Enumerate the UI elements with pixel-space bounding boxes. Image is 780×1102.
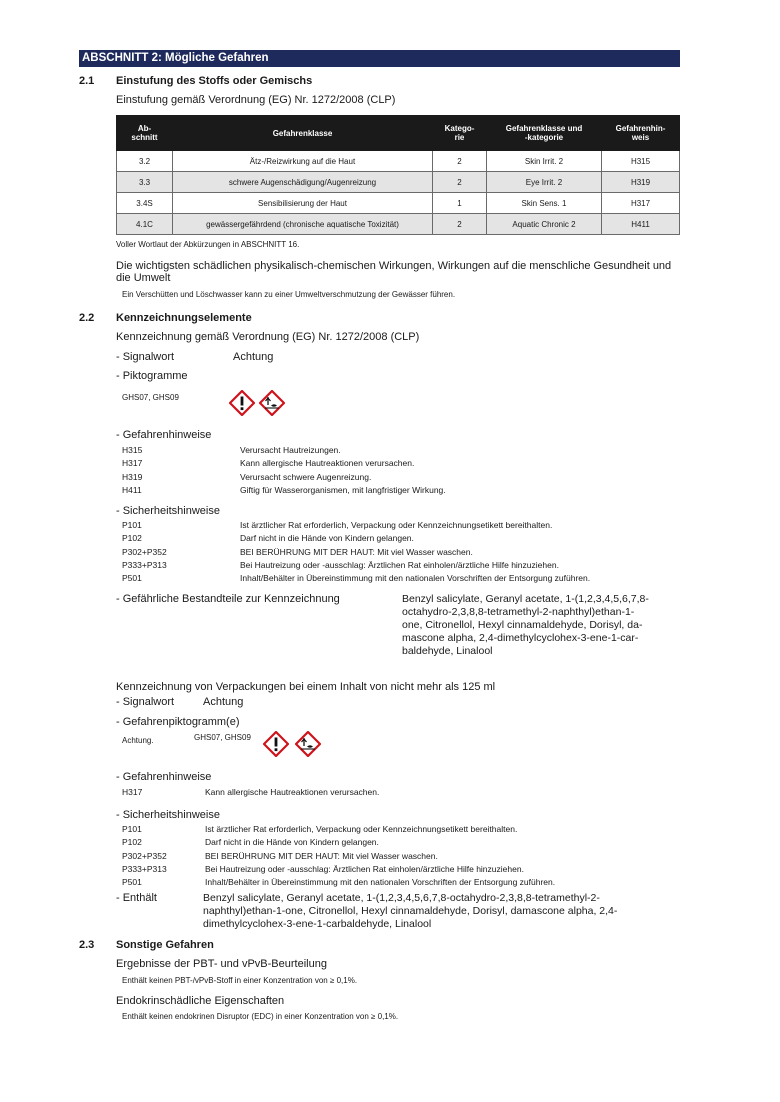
hazard-statements-list <box>122 444 682 498</box>
section-2-1-subtitle: Einstufung gemäß Verordnung (EG) Nr. 1272/2008 (CLP) <box>116 94 396 106</box>
table-cell: 2 <box>433 151 487 172</box>
section-2-1-title: Einstufung des Stoffs oder Gemischs <box>116 75 313 87</box>
statement-code: H317 <box>122 458 143 469</box>
table-cell: H315 <box>602 151 680 172</box>
section-2-3-title: Sonstige Gefahren <box>116 939 214 951</box>
table-footnote: Voller Wortlaut der Abkürzungen in ABSCHNITT 16. <box>116 240 300 249</box>
statement-code: H315 <box>122 445 143 455</box>
statement-code: P101 <box>122 824 142 834</box>
text-line: dimethylcyclohex-3-ene-1-carbaldehyde, Linalool <box>203 918 432 930</box>
table-cell: 3.2 <box>117 151 173 172</box>
statement-code: P333+P313 <box>122 559 167 570</box>
endocrine-heading: Endokrinschädliche Eigenschaften <box>116 995 285 1007</box>
text-line: Benzyl salicylate, Geranyl acetate, 1-(1,2,3,4,5,6,7,8-octahydro-2,3,8,8-tetramethyl-2- <box>203 892 600 904</box>
table-row <box>117 151 680 172</box>
statement-text: Ist ärztlicher Rat erforderlich, Verpackung oder Kennzeichnungsetikett bereithalten. <box>205 824 518 834</box>
statement-code: P501 <box>122 877 142 888</box>
statement-code: H319 <box>122 471 143 482</box>
table-header-cell: Gefahrenklasse <box>173 116 433 151</box>
section-2-2-subtitle: Kennzeichnung gemäß Verordnung (EG) Nr. 1272/2008 (CLP) <box>116 331 420 343</box>
table-cell: Eye Irrit. 2 <box>487 172 602 193</box>
table-cell: 1 <box>433 193 487 214</box>
endocrine-text: Enthält keinen endokrinen Disruptor (EDC) in einer Konzentration von ≥ 0,1%. <box>122 1012 399 1021</box>
statement-code: P102 <box>122 533 142 544</box>
statement-text: Ist ärztlicher Rat erforderlich, Verpackung oder Kennzeichnungsetikett bereithalten. <box>240 520 553 530</box>
section-header: ABSCHNITT 2: Mögliche Gefahren <box>79 50 680 67</box>
text-line: octahydro-2,3,8,8-tetramethyl-2-naphthyl)ethan-1- <box>402 606 635 618</box>
components-label: - Gefährliche Bestandteile zur Kennzeichnung <box>116 593 340 605</box>
statement-code: H411 <box>122 484 142 495</box>
signal-word-label: - Signalwort <box>116 351 175 363</box>
statement-text: Bei Hautreizung oder -ausschlag: Ärztlichen Rat einholen/ärztliche Hilfe hinzuziehen. <box>240 559 559 570</box>
table-cell: Ätz-/Reizwirkung auf die Haut <box>173 151 433 172</box>
table-cell: H411 <box>602 214 680 235</box>
section-2-3-number: 2.3 <box>79 939 95 951</box>
signal-word-value: Achtung <box>233 351 274 363</box>
table-row <box>117 193 680 214</box>
small-pack-pictogram-label: - Gefahrenpiktogramm(e) <box>116 716 240 728</box>
ghs07-exclamation-icon <box>263 731 289 757</box>
table-cell: H319 <box>602 172 680 193</box>
table-row <box>117 214 680 235</box>
table-row <box>117 172 680 193</box>
table-cell: Skin Irrit. 2 <box>487 151 602 172</box>
table-header-cell: Gefahrenhin- weis <box>602 116 680 151</box>
small-pack-safety-list <box>122 823 682 890</box>
small-pack-safety-label: - Sicherheitshinweise <box>116 809 220 821</box>
statement-text: Darf nicht in die Hände von Kindern gelangen. <box>240 533 414 544</box>
table-header-cell: Katego- rie <box>433 116 487 151</box>
ghs09-environment-icon <box>259 390 285 416</box>
text-line: baldehyde, Linalool <box>402 645 493 657</box>
table-header-cell: Ab- schnitt <box>117 116 173 151</box>
small-pack-hazard-label: - Gefahrenhinweise <box>116 771 212 783</box>
small-pack-hazard-list <box>122 786 682 800</box>
statement-text: Verursacht Hautreizungen. <box>240 445 341 455</box>
statement-text: Kann allergische Hautreaktionen verursachen. <box>205 787 380 797</box>
statement-code: P302+P352 <box>122 850 167 861</box>
statement-text: Darf nicht in die Hände von Kindern gelangen. <box>205 837 379 848</box>
text-line: one, Citronellol, Hexyl cinnamaldehyde, Dorisyl, da- <box>402 619 643 631</box>
ghs07-exclamation-icon <box>229 390 255 416</box>
hazard-statements-label: - Gefahrenhinweise <box>116 429 212 441</box>
section-2-1-number: 2.1 <box>79 75 95 87</box>
small-pack-contains-label: - Enthält <box>116 892 157 904</box>
effects-heading: Die wichtigsten schädlichen physikalisch-chemischen Wirkungen, Wirkungen auf die menschliche Gesundheit und die Umwelt <box>116 260 672 284</box>
table-cell: Sensibilisierung der Haut <box>173 193 433 214</box>
precautionary-statements-label: - Sicherheitshinweise <box>116 505 220 517</box>
text-line: mascone alpha, 2,4-dimethylcyclohex-3-ene-1-car- <box>402 632 639 644</box>
table-cell: gewässergefährdend (chronische aquatische Toxizität) <box>173 214 433 235</box>
table-cell: Skin Sens. 1 <box>487 193 602 214</box>
classification-table <box>116 115 680 235</box>
statement-code: H317 <box>122 787 143 797</box>
statement-text: Inhalt/Behälter in Übereinstimmung mit den nationalen Vorschriften der Entsorgung zuführen. <box>240 573 591 584</box>
small-pack-heading: Kennzeichnung von Verpackungen bei einem Inhalt von nicht mehr als 125 ml <box>116 681 496 693</box>
small-pack-signal-value: Achtung <box>203 696 244 708</box>
statement-text: Verursacht schwere Augenreizung. <box>240 471 372 482</box>
section-2-2-title: Kennzeichnungselemente <box>116 312 252 324</box>
statement-text: Bei Hautreizung oder -ausschlag: Ärztlichen Rat einholen/ärztliche Hilfe hinzuziehen. <box>205 863 524 874</box>
small-pack-picto-signal: Achtung. <box>122 736 154 745</box>
table-cell: 3.4S <box>117 193 173 214</box>
table-cell: 3.3 <box>117 172 173 193</box>
pbt-heading: Ergebnisse der PBT- und vPvB-Beurteilung <box>116 958 327 970</box>
statement-text: BEI BERÜHRUNG MIT DER HAUT: Mit viel Wasser waschen. <box>240 546 473 557</box>
statement-text: Kann allergische Hautreaktionen verursachen. <box>240 458 415 469</box>
statement-code: P302+P352 <box>122 546 167 557</box>
statement-code: P101 <box>122 520 142 530</box>
pictogram-codes: GHS07, GHS09 <box>122 393 179 402</box>
effects-text: Ein Verschütten und Löschwasser kann zu einer Umweltverschmutzung der Gewässer führen. <box>122 290 456 299</box>
text-line: Benzyl salicylate, Geranyl acetate, 1-(1,2,3,4,5,6,7,8- <box>402 593 649 605</box>
pictogram-label: - Piktogramme <box>116 370 188 382</box>
small-pack-signal-label: - Signalwort <box>116 696 175 708</box>
statement-code: P501 <box>122 573 142 584</box>
table-cell: 4.1C <box>117 214 173 235</box>
statement-text: Inhalt/Behälter in Übereinstimmung mit den nationalen Vorschriften der Entsorgung zuführen. <box>205 877 556 888</box>
small-pack-picto-codes: GHS07, GHS09 <box>194 733 251 742</box>
components-list <box>402 593 682 658</box>
table-cell: 2 <box>433 214 487 235</box>
small-pack-contains-list <box>203 892 683 931</box>
table-cell: 2 <box>433 172 487 193</box>
statement-code: P102 <box>122 837 142 848</box>
text-line: naphthyl)ethan-1-one, Citronellol, Hexyl cinnamaldehyde, Dorisyl, damascone alpha, 2,4- <box>203 905 618 917</box>
table-header-row <box>117 116 680 151</box>
table-cell: H317 <box>602 193 680 214</box>
statement-code: P333+P313 <box>122 863 167 874</box>
table-header-cell: Gefahrenklasse und -kategorie <box>487 116 602 151</box>
precautionary-statements-list <box>122 519 682 586</box>
table-cell: schwere Augenschädigung/Augenreizung <box>173 172 433 193</box>
section-2-2-number: 2.2 <box>79 312 95 324</box>
ghs09-environment-icon <box>295 731 321 757</box>
table-cell: Aquatic Chronic 2 <box>487 214 602 235</box>
statement-text: Giftig für Wasserorganismen, mit langfristiger Wirkung. <box>240 484 446 495</box>
pbt-text: Enthält keinen PBT-/vPvB-Stoff in einer Konzentration von ≥ 0,1%. <box>122 976 358 985</box>
statement-text: BEI BERÜHRUNG MIT DER HAUT: Mit viel Wasser waschen. <box>205 850 438 861</box>
